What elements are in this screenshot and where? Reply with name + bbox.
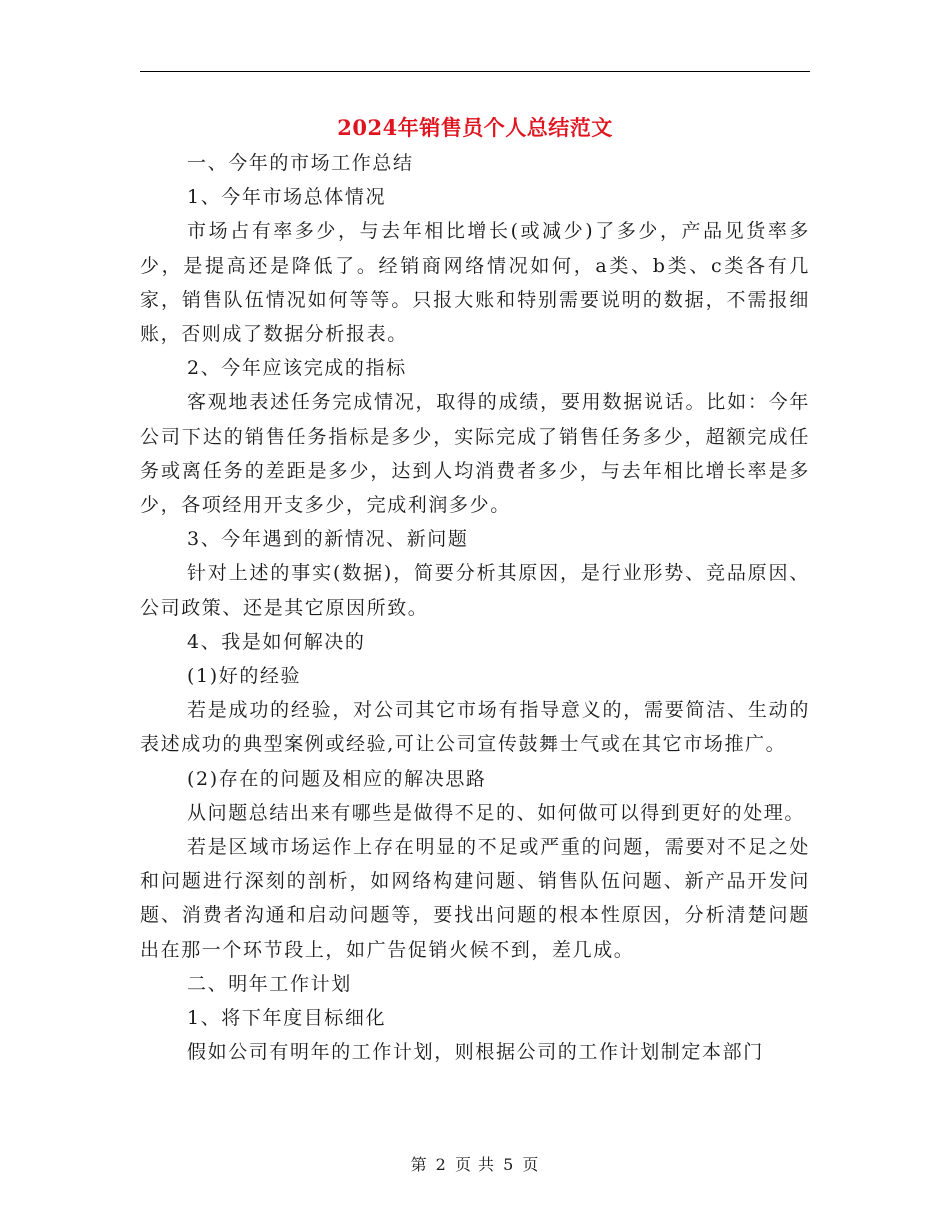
body-paragraph: 若是区域市场运作上存在明显的不足或严重的问题，需要对不足之处和问题进行深刻的剖析，如网络构建问题、销售队伍问题、新产品开发问题、消费者沟通和启动问题等，要找出问题的根本性原因，分析清楚问题出在那一个环节段上，如广告促销火候不到，差几成。	[140, 836, 810, 961]
section-heading: 一、今年的市场工作总结	[187, 152, 414, 174]
page-footer	[0, 1153, 950, 1177]
header-rule	[140, 71, 810, 72]
section-heading: 二、明年工作计划	[187, 972, 352, 995]
body-paragraph: 市场占有率多少，与去年相比增长(或减少)了多少，产品见货率多少，是提高还是降低了。经销商网络情况如何，a类、b类、c类各有几家，销售队伍情况如何等等。只报大账和特别需要说明的数据，不需报细账，否则成了数据分析报表。	[140, 220, 810, 346]
subsection-heading: 4、我是如何解决的	[187, 630, 366, 653]
body-paragraph: 从问题总结出来有哪些是做得不足的、如何做可以得到更好的处理。	[187, 801, 806, 824]
body-paragraph: 针对上述的事实(数据)，简要分析其原因，是行业形势、竞品原因、公司政策、还是其它原因所致。	[140, 562, 810, 619]
body-paragraph: 客观地表述任务完成情况，取得的成绩，要用数据说话。比如：今年公司下达的销售任务指标是多少，实际完成了销售任务多少，超额完成任务或离任务的差距是多少，达到人均消费者多少，与去年相比增长率是多少，各项经用开支多少，完成利润多少。	[140, 391, 810, 517]
subsection-heading: 3、今年遇到的新情况、新问题	[187, 528, 469, 551]
page-label-mid: 页 共	[454, 1155, 496, 1174]
sub-item-heading: (2)存在的问题及相应的解决思路	[187, 767, 487, 790]
subsection-heading: 1、今年市场总体情况	[187, 186, 387, 209]
current-page-number: 2	[435, 1155, 447, 1174]
document-body	[140, 146, 810, 1069]
page-label-suffix: 页	[522, 1155, 540, 1174]
body-paragraph: 假如公司有明年的工作计划，则根据公司的工作计划制定本部门	[187, 1041, 764, 1064]
subsection-heading: 2、今年应该完成的指标	[187, 357, 407, 380]
body-paragraph: 若是成功的经验，对公司其它市场有指导意义的，需要简洁、生动的表述成功的典型案例或经验,可让公司宣传鼓舞士气或在其它市场推广。	[140, 699, 810, 756]
page-label-prefix: 第	[410, 1155, 428, 1174]
sub-item-heading: (1)好的经验	[187, 665, 302, 688]
total-pages-number: 5	[503, 1155, 515, 1174]
subsection-heading: 1、将下年度目标细化	[187, 1007, 387, 1030]
document-title: 2024年销售员个人总结范文	[337, 115, 613, 140]
